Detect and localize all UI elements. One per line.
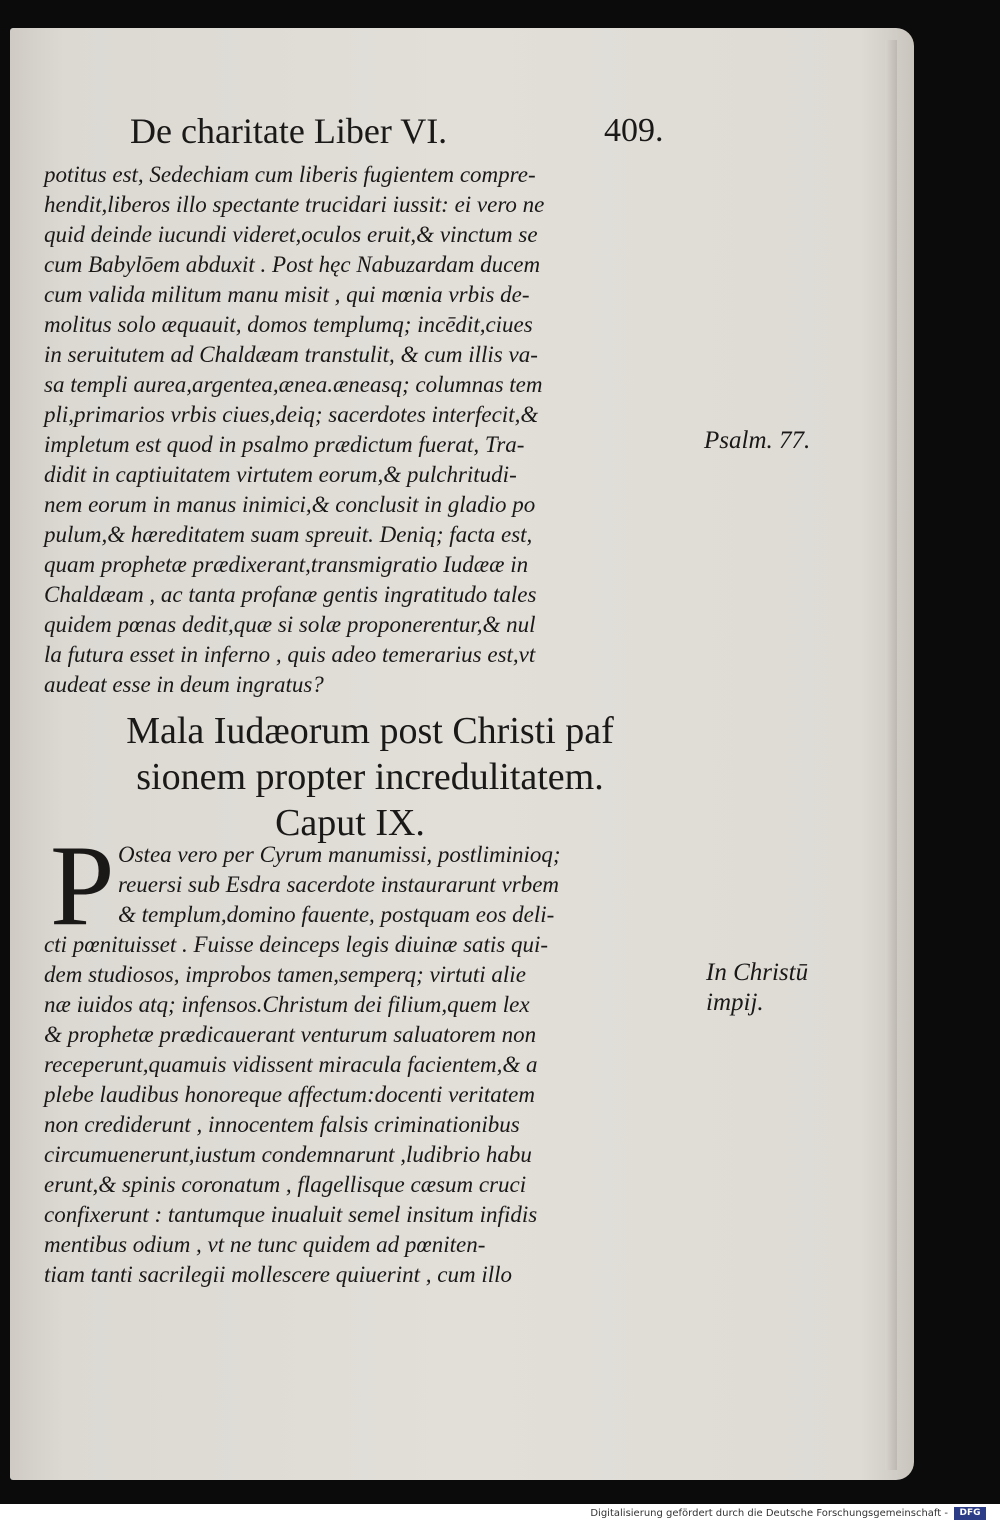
text-line: cum Babylōem abduxit . Post hęc Nabuzardam ducem bbox=[44, 252, 541, 277]
drop-cap-initial: P bbox=[50, 822, 115, 950]
text-line: audeat esse in deum ingratus? bbox=[44, 672, 324, 697]
text-line: quid deinde iucundi videret,oculos eruit,& vinctum se bbox=[44, 222, 538, 247]
text-line: quidem pœnas dedit,quæ si solæ proponerentur,& nul bbox=[44, 612, 536, 637]
text-line: quam prophetæ prædixerant,transmigratio Iudææ in bbox=[44, 552, 529, 577]
text-line: plebe laudibus honoreque affectum:docenti veritatem bbox=[44, 1082, 535, 1107]
text-line: molitus solo æquauit, domos templumq; incēdit,ciues bbox=[44, 312, 533, 337]
text-line: receperunt,quamuis vidissent miracula facientem,& a bbox=[44, 1052, 538, 1077]
dfg-logo: DFG bbox=[954, 1507, 986, 1520]
text-line: non crediderunt , innocentem falsis criminationibus bbox=[44, 1112, 520, 1137]
text-line: cti pœnituisset . Fuisse deinceps legis diuinæ satis qui- bbox=[44, 932, 549, 957]
text-line: impletum est quod in psalmo prædictum fuerat, Tra- bbox=[44, 432, 525, 457]
chapter-label: Caput IX. bbox=[275, 802, 425, 844]
text-line: næ iuidos atq; infensos.Christum dei filium,quem lex bbox=[44, 992, 530, 1017]
footer-credit: Digitalisierung gefördert durch die Deutsche Forschungsgemeinschaft - bbox=[590, 1508, 948, 1519]
text-line: Ostea vero per Cyrum manumissi, postliminioq; bbox=[118, 842, 561, 867]
margin-note-line: In Christū bbox=[706, 959, 809, 986]
text-line: tiam tanti sacrilegii mollescere quiuerint , cum illo bbox=[44, 1262, 513, 1287]
text-line: hendit,liberos illo spectante trucidari iussit: ei vero ne bbox=[44, 192, 545, 217]
text-line: pulum,& hæreditatem suam spreuit. Deniq; facta est, bbox=[44, 522, 533, 547]
chapter-heading bbox=[60, 708, 680, 846]
text-line: sa templi aurea,argentea,ænea.æneasq; columnas tem bbox=[44, 372, 543, 397]
text-line: potitus est, Sedechiam cum liberis fugientem compre- bbox=[44, 162, 536, 187]
text-line: reuersi sub Esdra sacerdote instaurarunt vrbem bbox=[118, 872, 560, 897]
running-title: De charitate Liber VI. bbox=[130, 111, 448, 151]
text-line: didit in captiuitatem virtutem eorum,& pulchritudi- bbox=[44, 462, 517, 487]
margin-note-line: impij. bbox=[706, 989, 764, 1016]
margin-note-psalm: Psalm. 77. bbox=[704, 427, 811, 454]
text-line: circumuenerunt,iustum condemnarunt ,ludibrio habu bbox=[44, 1142, 532, 1167]
text-line: dem studiosos, improbos tamen,semperq; virtuti alie bbox=[44, 962, 526, 987]
chapter-title-line: Mala Iudæorum post Christi paf bbox=[126, 710, 614, 752]
text-line: erunt,& spinis coronatum , flagellisque cæsum cruci bbox=[44, 1172, 527, 1197]
body-text-top bbox=[44, 160, 704, 700]
body-text-bottom bbox=[44, 840, 704, 1290]
text-line: pli,primarios vrbis ciues,deiq; sacerdotes interfecit,& bbox=[44, 402, 539, 427]
text-line: & prophetæ prædicauerant venturum saluatorem non bbox=[44, 1022, 537, 1047]
text-line: confixerunt : tantumque inualuit semel insitum infidis bbox=[44, 1202, 538, 1227]
chapter-title-line: sionem propter incredulitatem. bbox=[136, 756, 604, 798]
text-line: mentibus odium , vt ne tunc quidem ad pœniten- bbox=[44, 1232, 486, 1257]
text-line: la futura esset in inferno , quis adeo temerarius est,vt bbox=[44, 642, 536, 667]
text-line: & templum,domino fauente, postquam eos deli- bbox=[118, 902, 555, 927]
text-line: Chaldæam , ac tanta profanæ gentis ingratitudo tales bbox=[44, 582, 537, 607]
text-line: nem eorum in manus inimici,& conclusit in gladio po bbox=[44, 492, 536, 517]
page-number: 409. bbox=[604, 112, 664, 149]
text-line: cum valida militum manu misit , qui mœnia vrbis de- bbox=[44, 282, 530, 307]
margin-note-christ bbox=[706, 958, 808, 1018]
page-edge-shadow bbox=[885, 40, 897, 1470]
text-line: in seruitutem ad Chaldæam transtulit, & cum illis va- bbox=[44, 342, 538, 367]
